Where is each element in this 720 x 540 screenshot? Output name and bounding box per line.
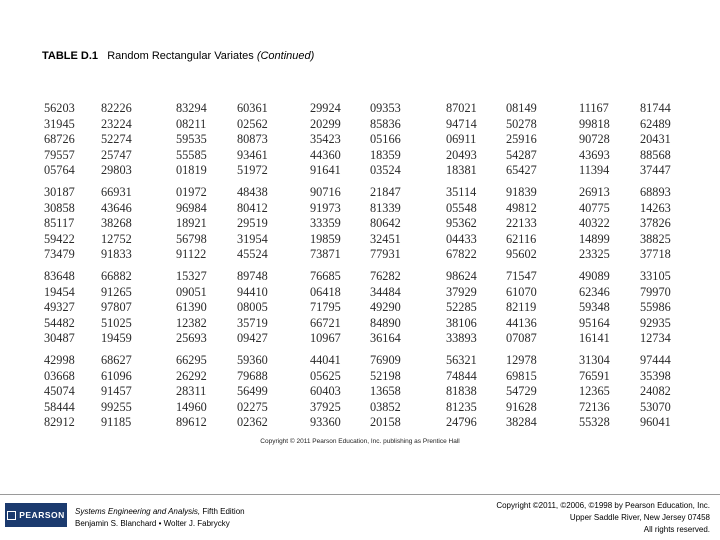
pearson-logo (5, 503, 67, 527)
table-cell: 38106 (446, 315, 477, 330)
table-cell: 66931 (101, 184, 132, 199)
table-cell: 68893 (640, 184, 671, 199)
table-cell: 90728 (579, 132, 610, 147)
table-cell: 80412 (237, 200, 268, 215)
table-cell: 59535 (176, 132, 207, 147)
table-cell: 11167 (579, 101, 609, 115)
table-cell: 38825 (640, 231, 671, 246)
table-cell: 83294 (176, 101, 207, 115)
table-cell: 20158 (370, 415, 401, 430)
table-cell: 14899 (579, 231, 610, 246)
table-cell: 82119 (506, 300, 537, 315)
table-cell: 91973 (310, 200, 341, 215)
table-cell: 33105 (640, 268, 671, 283)
table-cell: 37826 (640, 216, 671, 231)
table-cell: 19454 (44, 284, 75, 299)
table-cell: 81744 (640, 101, 671, 115)
table-cell: 32451 (370, 231, 401, 246)
table-cell: 59360 (237, 352, 268, 367)
footer-divider (0, 494, 720, 495)
copyright-line-1: Copyright ©2011, ©2006, ©1998 by Pearson Education, Inc. (496, 501, 710, 510)
table-cell: 96041 (640, 415, 671, 430)
table-cell: 65427 (506, 163, 537, 178)
table-cell: 20299 (310, 116, 341, 131)
table-cell: 66882 (101, 268, 132, 283)
table-cell: 85117 (44, 216, 75, 231)
table-cell: 66721 (310, 315, 341, 330)
table-cell: 12752 (101, 231, 132, 246)
book-info (75, 506, 245, 530)
table-cell: 10967 (310, 331, 341, 346)
table-cell: 91122 (176, 247, 207, 262)
table-cell: 40322 (579, 216, 610, 231)
table-cell: 97807 (101, 300, 132, 315)
table-cell: 14263 (640, 200, 671, 215)
table-cell: 31945 (44, 116, 75, 131)
table-cell: 02275 (237, 399, 268, 414)
logo-square-icon (7, 511, 16, 520)
table-cell: 35423 (310, 132, 341, 147)
table-cell: 91833 (101, 247, 132, 262)
table-cell: 33893 (446, 331, 477, 346)
table-cell: 31954 (237, 231, 268, 246)
table-cell: 93360 (310, 415, 341, 430)
table-cell: 08005 (237, 300, 268, 315)
table-title (42, 50, 314, 62)
table-cell: 13658 (370, 384, 401, 399)
table-cell: 95164 (579, 315, 610, 330)
table-cell: 56499 (237, 384, 268, 399)
table-cell: 62346 (579, 284, 610, 299)
table-cell: 84890 (370, 315, 401, 330)
table-cell: 35114 (446, 184, 477, 199)
table-cell: 30858 (44, 200, 75, 215)
table-cell: 76282 (370, 268, 401, 283)
table-cell: 81838 (446, 384, 477, 399)
table-cell: 30187 (44, 184, 75, 199)
table-cell: 14960 (176, 399, 207, 414)
table-cell: 91265 (101, 284, 132, 299)
table-cell: 56798 (176, 231, 207, 246)
table-cell: 05764 (44, 163, 75, 178)
table-cell: 20493 (446, 147, 477, 162)
table-cell: 52285 (446, 300, 477, 315)
copyright-notice (496, 500, 710, 536)
table-cell: 37929 (446, 284, 477, 299)
table-cell: 99255 (101, 399, 132, 414)
table-cell: 94714 (446, 116, 477, 131)
table-cell: 66295 (176, 352, 207, 367)
table-cell: 82226 (101, 101, 132, 115)
table-cell: 23224 (101, 116, 132, 131)
table-cell: 54729 (506, 384, 537, 399)
table-cell: 05166 (370, 132, 401, 147)
table-cell: 12734 (640, 331, 671, 346)
table-cell: 44360 (310, 147, 341, 162)
table-cell: 29924 (310, 101, 341, 115)
continued-label: (Continued) (256, 50, 315, 62)
table-cell: 06418 (310, 284, 341, 299)
table-cell: 88568 (640, 147, 671, 162)
table-cell: 04433 (446, 231, 477, 246)
table-cell: 38268 (101, 216, 132, 231)
book-edition: Fifth Edition (202, 507, 245, 516)
table-cell: 89612 (176, 415, 207, 430)
table-cell: 01819 (176, 163, 207, 178)
table-cell: 44041 (310, 352, 341, 367)
table-cell: 25747 (101, 147, 132, 162)
table-cell: 38284 (506, 415, 537, 430)
table-cell: 36164 (370, 331, 401, 346)
table-cell: 52198 (370, 368, 401, 383)
copyright-line-3: All rights reserved. (643, 525, 710, 534)
table-cell: 19459 (101, 331, 132, 346)
table-cell: 69815 (506, 368, 537, 383)
table-cell: 25916 (506, 132, 537, 147)
table-cell: 85836 (370, 116, 401, 131)
table-cell: 26913 (579, 184, 610, 199)
table-cell: 05548 (446, 200, 477, 215)
table-cell: 55585 (176, 147, 207, 162)
table-cell: 87021 (446, 101, 477, 115)
table-cell: 72136 (579, 399, 610, 414)
table-cell: 18921 (176, 216, 207, 231)
table-cell: 56203 (44, 101, 75, 115)
table-cell: 24082 (640, 384, 671, 399)
table-cell: 18381 (446, 163, 477, 178)
table-cell: 76591 (579, 368, 610, 383)
table-cell: 76909 (370, 352, 401, 367)
table-cell: 48438 (237, 184, 268, 199)
table-cell: 59422 (44, 231, 75, 246)
table-cell: 90716 (310, 184, 341, 199)
table-id: TABLE D.1 (42, 50, 99, 62)
table-cell: 49327 (44, 300, 75, 315)
table-cell: 26292 (176, 368, 207, 383)
table-cell: 61096 (101, 368, 132, 383)
table-cell: 02362 (237, 415, 268, 430)
table-cell: 89748 (237, 268, 268, 283)
table-cell: 31304 (579, 352, 610, 367)
table-cell: 80873 (237, 132, 268, 147)
table-cell: 79557 (44, 147, 75, 162)
table-cell: 37925 (310, 399, 341, 414)
table-cell: 82912 (44, 415, 75, 430)
table-cell: 01972 (176, 184, 207, 199)
table-cell: 71795 (310, 300, 341, 315)
table-cell: 12978 (506, 352, 537, 367)
table-cell: 62489 (640, 116, 671, 131)
table-cell: 61390 (176, 300, 207, 315)
table-cell: 51972 (237, 163, 268, 178)
table-cell: 55328 (579, 415, 610, 430)
table-cell: 59348 (579, 300, 610, 315)
table-cell: 80642 (370, 216, 401, 231)
table-cell: 54482 (44, 315, 75, 330)
copyright-line-2: Upper Saddle River, New Jersey 07458 (569, 513, 710, 522)
table-cell: 06911 (446, 132, 477, 147)
table-cell: 45524 (237, 247, 268, 262)
table-cell: 50278 (506, 116, 537, 131)
table-cell: 53070 (640, 399, 671, 414)
table-cell: 45074 (44, 384, 75, 399)
table-cell: 11394 (579, 163, 610, 178)
table-cell: 43693 (579, 147, 610, 162)
table-cell: 73871 (310, 247, 341, 262)
table-name: Random Rectangular Variates (107, 50, 254, 62)
table-cell: 92935 (640, 315, 671, 330)
table-cell: 49089 (579, 268, 610, 283)
table-cell: 23325 (579, 247, 610, 262)
table-cell: 25693 (176, 331, 207, 346)
table-cell: 08211 (176, 116, 207, 131)
table-cell: 67822 (446, 247, 477, 262)
table-cell: 83648 (44, 268, 75, 283)
table-cell: 61070 (506, 284, 537, 299)
table-cell: 95602 (506, 247, 537, 262)
table-cell: 40775 (579, 200, 610, 215)
book-authors: Benjamin S. Blanchard • Wolter J. Fabrycky (75, 519, 230, 528)
table-cell: 94410 (237, 284, 268, 299)
table-cell: 96984 (176, 200, 207, 215)
table-cell: 09051 (176, 284, 207, 299)
table-cell: 51025 (101, 315, 132, 330)
table-cell: 37447 (640, 163, 671, 178)
table-cell: 34484 (370, 284, 401, 299)
table-cell: 03852 (370, 399, 401, 414)
table-cell: 35398 (640, 368, 671, 383)
book-title: Systems Engineering and Analysis, (75, 507, 201, 516)
logo-text: PEARSON (19, 510, 65, 520)
table-cell: 12382 (176, 315, 207, 330)
table-cell: 95362 (446, 216, 477, 231)
table-cell: 74844 (446, 368, 477, 383)
table-cell: 16141 (579, 331, 610, 346)
table-cell: 12365 (579, 384, 610, 399)
table-cell: 56321 (446, 352, 477, 367)
table-cell: 02562 (237, 116, 268, 131)
table-cell: 76685 (310, 268, 341, 283)
table-cell: 68627 (101, 352, 132, 367)
table-cell: 20431 (640, 132, 671, 147)
table-cell: 49812 (506, 200, 537, 215)
table-cell: 19859 (310, 231, 341, 246)
table-cell: 30487 (44, 331, 75, 346)
table-cell: 49290 (370, 300, 401, 315)
table-cell: 60361 (237, 101, 268, 115)
table-cell: 73479 (44, 247, 75, 262)
table-cell: 55986 (640, 300, 671, 315)
table-cell: 29803 (101, 163, 132, 178)
table-cell: 81339 (370, 200, 401, 215)
table-cell: 29519 (237, 216, 268, 231)
table-cell: 93461 (237, 147, 268, 162)
table-cell: 91628 (506, 399, 537, 414)
table-cell: 35719 (237, 315, 268, 330)
table-cell: 22133 (506, 216, 537, 231)
table-cell: 97444 (640, 352, 671, 367)
table-copyright: Copyright © 2011 Pearson Education, Inc. publishing as Prentice Hall (260, 438, 460, 445)
table-cell: 09427 (237, 331, 268, 346)
table-cell: 18359 (370, 147, 401, 162)
table-cell: 81235 (446, 399, 477, 414)
table-cell: 52274 (101, 132, 132, 147)
table-cell: 28311 (176, 384, 207, 399)
table-cell: 77931 (370, 247, 401, 262)
table-cell: 54287 (506, 147, 537, 162)
table-cell: 03668 (44, 368, 75, 383)
table-cell: 60403 (310, 384, 341, 399)
table-cell: 99818 (579, 116, 610, 131)
table-cell: 07087 (506, 331, 537, 346)
table-cell: 71547 (506, 268, 537, 283)
table-cell: 24796 (446, 415, 477, 430)
table-cell: 79688 (237, 368, 268, 383)
table-cell: 09353 (370, 101, 401, 115)
table-cell: 42998 (44, 352, 75, 367)
table-cell: 68726 (44, 132, 75, 147)
table-cell: 37718 (640, 247, 671, 262)
table-cell: 08149 (506, 101, 537, 115)
table-cell: 44136 (506, 315, 537, 330)
table-cell: 91641 (310, 163, 341, 178)
table-cell: 91839 (506, 184, 537, 199)
table-cell: 62116 (506, 231, 537, 246)
table-cell: 98624 (446, 268, 477, 283)
table-cell: 05625 (310, 368, 341, 383)
table-cell: 21847 (370, 184, 401, 199)
table-cell: 43646 (101, 200, 132, 215)
table-cell: 91457 (101, 384, 132, 399)
table-cell: 03524 (370, 163, 401, 178)
table-cell: 33359 (310, 216, 341, 231)
table-cell: 79970 (640, 284, 671, 299)
table-cell: 58444 (44, 399, 75, 414)
table-cell: 15327 (176, 268, 207, 283)
table-cell: 91185 (101, 415, 132, 430)
